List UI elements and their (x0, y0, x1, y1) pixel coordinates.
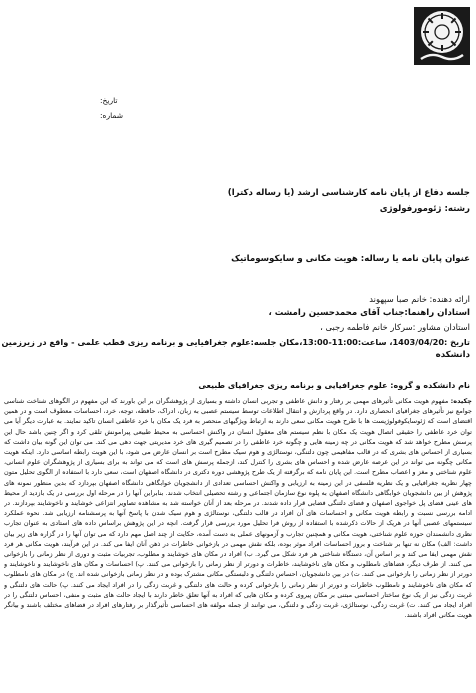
advisor-line: استادان مشاور :سرکار خانم فاطمه رجبی ، (320, 322, 470, 332)
abstract-text: مفهوم هویت مکانی تأثیرهای مهمی بر رفتار و دانش عاطفی و تجربی انسان داشته و بسیاری از پژوهشگران بر این باورند که این مفهوم در الگوهای شناخت شناسی جوامع نیز تأثیرهای جغرافیای انحصاری دارد. در واقع پردازش و انتقال اطلاعات توسط سیستم عصبی به زبان، ادراک، حافظه، توجه، خرد، احساسات معطوف است و در همین اقتضای است که ژئوسایکوفولوژیست ها با طرح هویت مکانی سعی دارند به ارتباط ویژگیهای منحصر به فرد یک مکان با خرد عاطفی انسان تاکید نمایند. به عبارت دیگر آیا می توان خرد عاطفی را حقیقی اتصال هویت یک مکان با نظم سیستم های معقول انسان در واکنش احساسی به محیط طبیعی پیرامونش تلقی کرد و اگر چنین باشد حال این پرسش مطرح خواهد شد که هویت مکانی در چه زمینه هایی و چگونه خرد عاطفی را در تصمیم گیری های خرد مدیریتی جهت دهی می کند. می توان این گونه بیان داشت که بسیاری از احساس های بشری که در قالب مفاهیمی چون دلتنگی، نوستالژی و هوم سیک مطرح است بر انسان عارض می شود، با این هویت رابطه اساسی دارد. اینکه هویت مکانی چگونه می تواند در این عرصه عارض شده و احساس های بشری را کنترل کند، ازجمله پرسش های است که می تواند به برای بسیاری از پژوهشگران علوم انسانی، علوم شناختی و مغز و اعصاب مطرح است. این پایان نامه که برگرفته از یک طرح پژوهشی دوره دکتری در دانشگاه اصفهان است، سعی دارد با استفاده از الگوی تحلیل متون چهار نظریه جغرافیایی و یک نظریه فلسفی در این زمینه به ارزیابی و واکنش احساسی تعدادی از دانشجویان خوابگاهی دانشگاه اصفهان بپردازد که بدین منظور نمونه های پژوهش از بین دانشجویان خوابگاهی دانشگاه اصفهان به پلوه نوع سازمان اجتماعی و رشته تحصیلی انتخاب شدند. بنابراین آنها را در مرحله اول بررسی در یک بازدید از محیط های عینی فضای پل خواجوی اصفهان و فضای دلتنگی فضایی قرار داده شدند. در مرحله بعد از آنان خواسته شد به مشاهده تصاویر انتزاعی خوشایند و ناخوشایند بپردازند. در ادامه بررسی نسبت و رابطه هویت مکانی و احساسات های آن افراد در قالب دلتنگی، نوستالژی و هوم سیک شدن با پاسخ آنها به پرسشنامه ارزیابی شد. نحوه عملکرد سیستمهای عصبی آنها در هریک از حالات ذکرشده با استفاده از روش فرا تحلیل مورد بررسی قرار گرفت. انچه در این پژوهش براساس داده های استادی به عنوان تجارب نظری دانشمندان حوزه علوم شناختی، هویت مکانی و همچنین تجارب و آزمونهای عملی به دست آمده، حکایت از چند اصل مهم دارد که می توان آنها را در گزاره های زیر بیان داشت: الف) مکان نه تنها بر شناخت و بروز احساسات افراد موثر بوده، بلکه نقش مهمی در بازخوانی خاطرات در ذهن آنان ایفا می کند. در این فرآیند، هویت مکانی هر فرد نقش مهمی ایفا می کند و بر اساس آن، دستگاه شناختی هر فرد شکل می گیرد. ب) افراد در مکان های خوشایند و مطلوب، تجربیات مثبت و دوری از نظر زمانی را بازخوانی می کنند. از طرف دیگر، فضاهای نامطلوب و مکان های ناخوشایند، خاطرات و دورتر از نظر زمانی را بازخوانی می کنند. پ) احساسات و مکان های ناخوشایند و ناخوشایند و دورتر از نظر زمانی را بازخوانی می کنند. ت) در بین دانشجویان، احساس دلتنگی و دلبستگی مکانی مشترک بوده و در نظر زمانی بازخوانی شده اند. ج) در مکان های نامطلوب که مکان های ناخوشایند و نامطلوب خاطرات و دورتر از نظر زمانی را بازخوانی کرده و حالت های دلتنگی و غربت زدگی را در افراد ایجاد می کنند. پ) حالت های دلتنگی و غربت زدگی نیز از یک نوع ساختار احساسی مبتنی بر مکان پیروی کرده و مکان هایی که افراد به آنها تعلق خاطر دارند با ایجاد حالت های مثبت و منفی، احساس دلتنگی را در افراد ایجاد می کنند. ت) غربت زدگی، نوستالژی، غربت زدگی و دلتنگی، می توانند از جمله مولفه های احساسی تأثیرگذار بر رفتارهای افراد در فضاهای مختلف باشند و بیانگر هویت مکانی افراد باشند. (4, 397, 472, 620)
supervisor-line: استادان راهنما:جناب آقای محمدحسین رامشت ، (268, 308, 470, 318)
defense-title: جلسه دفاع از پایان نامه کارشناسی ارشد (یا رساله دکترا) (227, 188, 470, 198)
number-label: شماره: (100, 111, 123, 120)
field-line: رشته: ژئومورفولوژی (379, 204, 470, 214)
university-seal-icon (413, 6, 471, 66)
presenter-line: ارائه دهنده: خانم صبا سپهوند (369, 294, 470, 304)
abstract-label: چکیده: (450, 397, 472, 405)
session-faculty-line: دانشکده (435, 350, 470, 360)
date-label: تاریخ: (100, 96, 118, 105)
department-line: نام دانشکده و گروه: علوم جغرافیایی و برنامه ریزی جغرافیای طبیعی (198, 381, 470, 390)
abstract-paragraph (4, 396, 472, 688)
session-datetime-line: تاریخ :1403/04/20، ساعت:11:00-13:00،مکان جلسه:علوم جغرافیایی و برنامه ریزی قطب علمی - واقع در زیرزمین (1, 337, 470, 347)
thesis-title: عنوان پایان نامه یا رساله: هویت مکانی و سایکوسوماتیک (231, 254, 470, 264)
